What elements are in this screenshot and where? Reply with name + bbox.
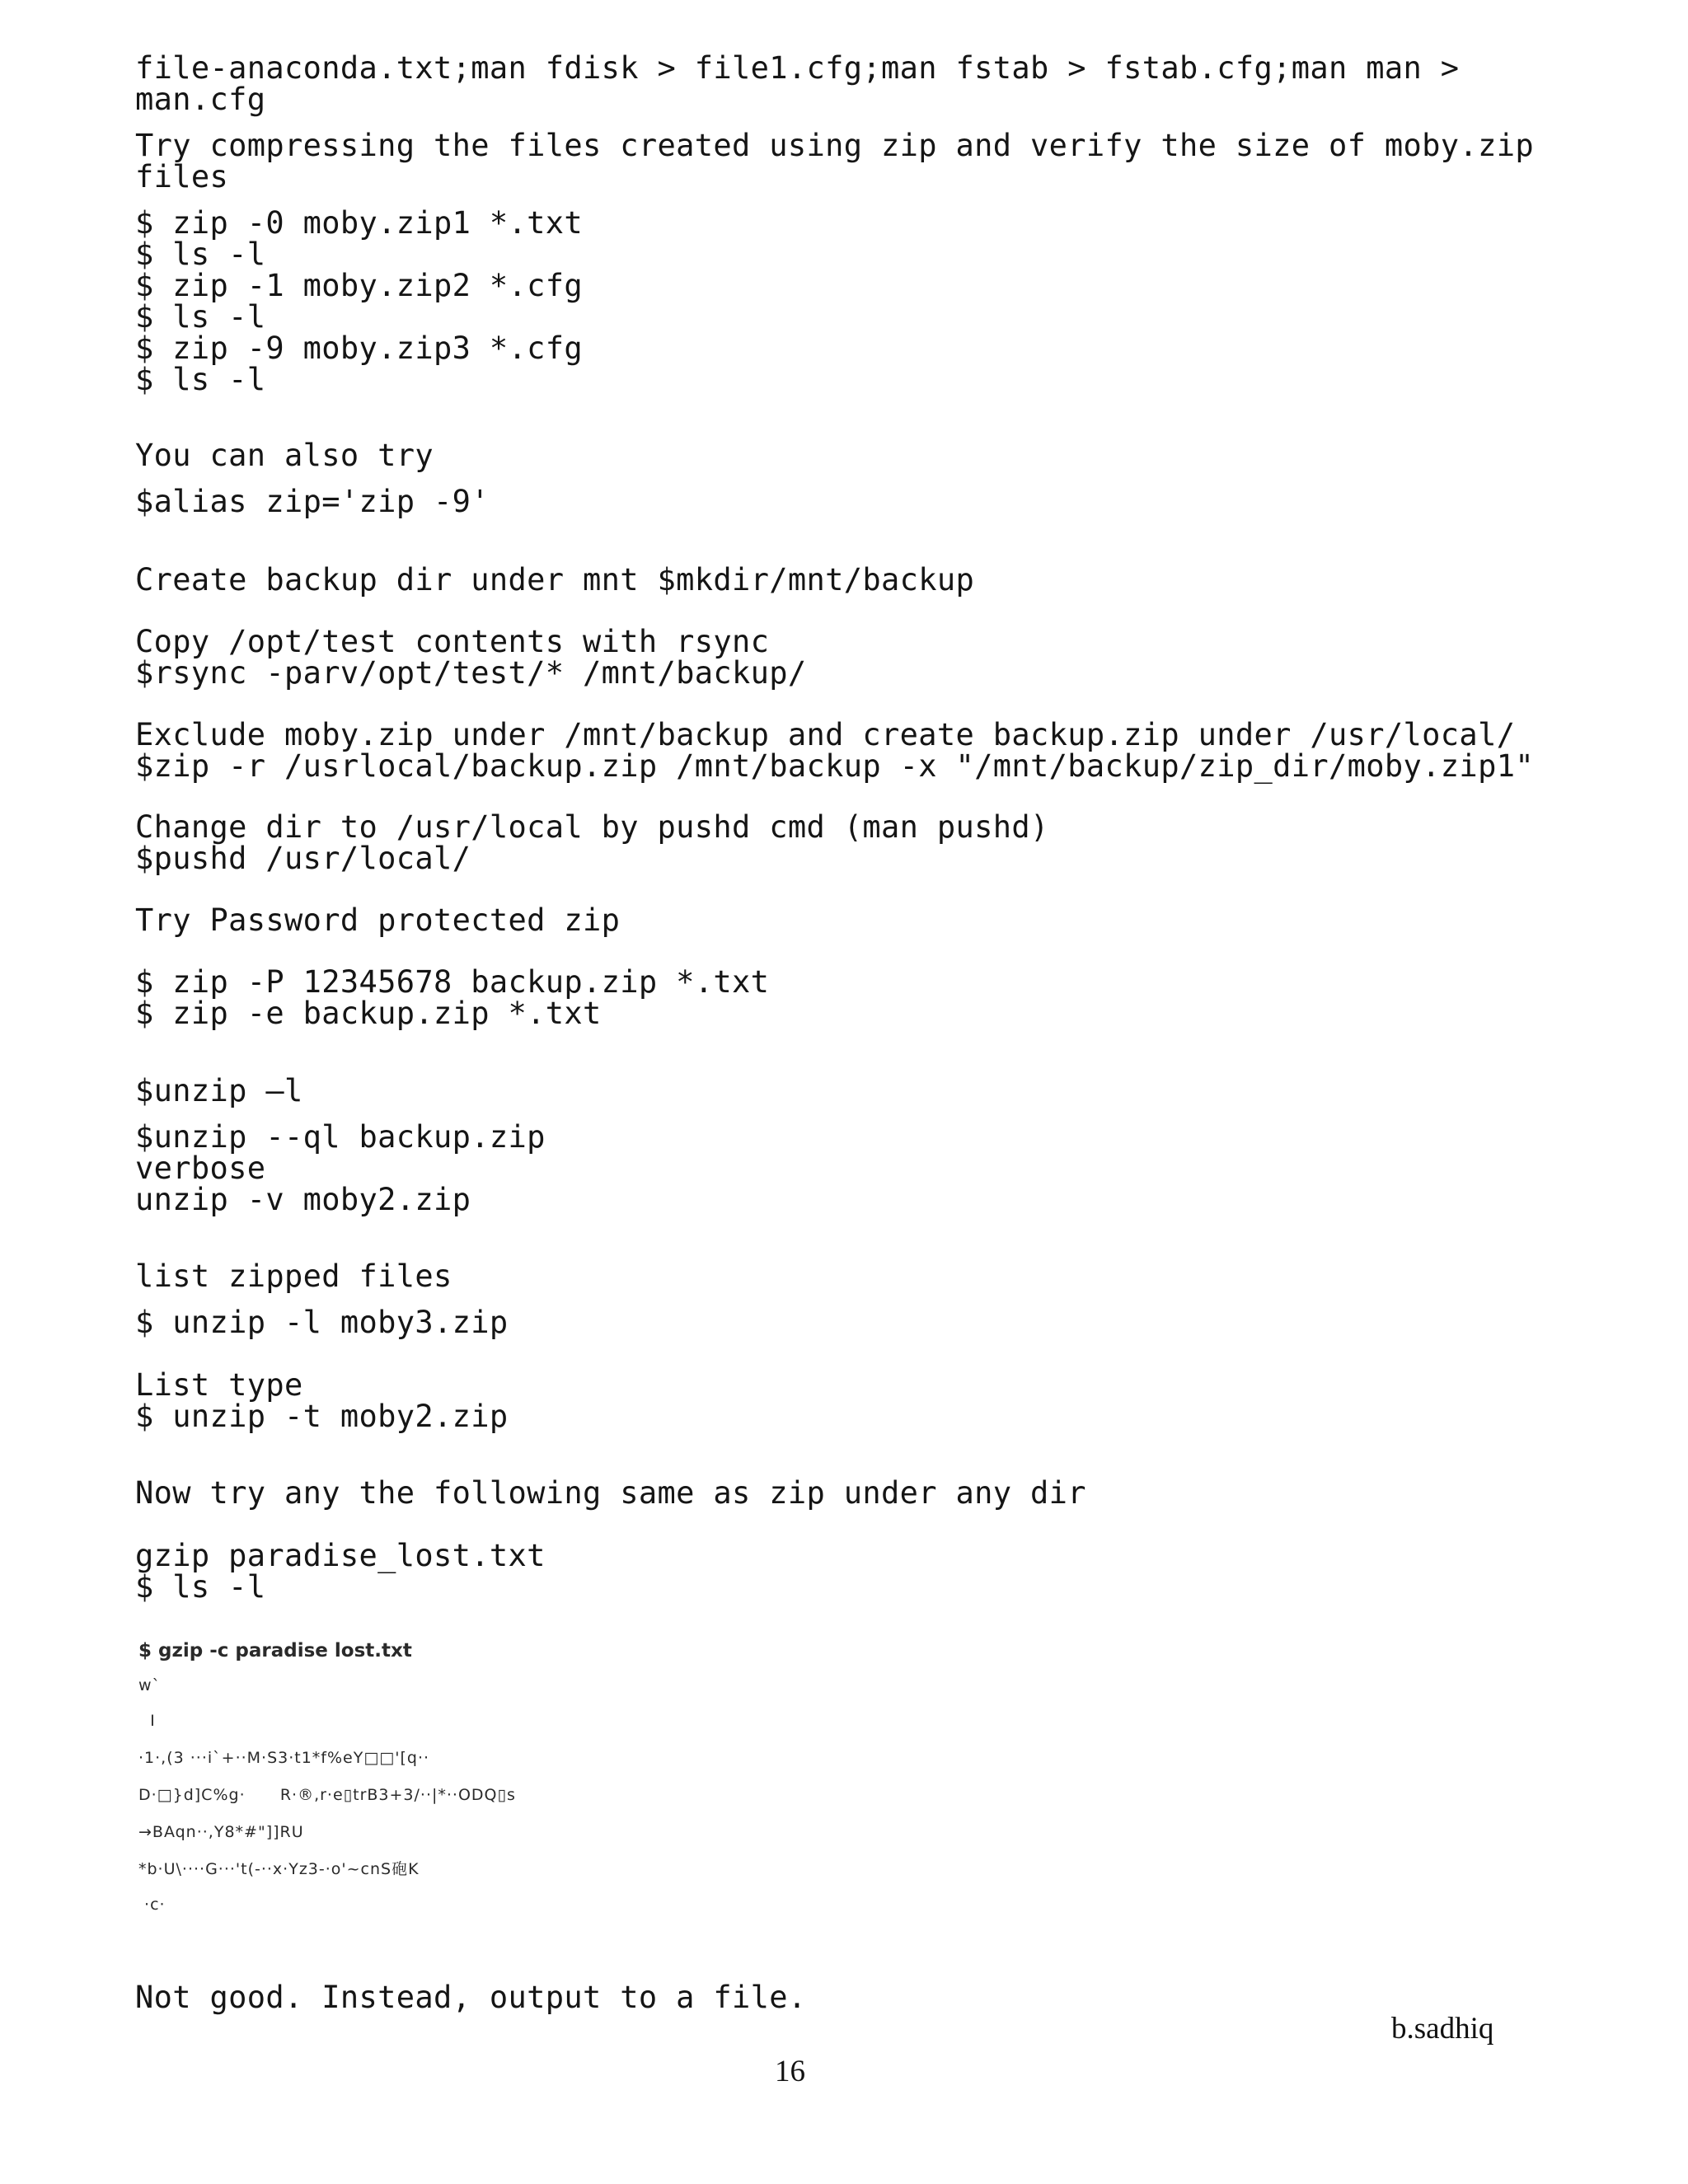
code-gzip: gzip paradise_lost.txt $ ls -l bbox=[135, 1538, 546, 1605]
text-password-zip: Try Password protected zip bbox=[135, 902, 621, 938]
text-also-try: You can also try bbox=[135, 438, 434, 473]
garbled-line: I bbox=[138, 1712, 156, 1730]
text-list-zipped: list zipped files bbox=[135, 1258, 452, 1294]
code-alias: $alias zip='zip -9' bbox=[135, 484, 490, 519]
garbled-line: →BAqn··,Y8*#"]]RU bbox=[138, 1823, 304, 1841]
garbled-line: ·1·,(3 ···i`+··M·S3·t1*f%eY□□'[q·· bbox=[138, 1749, 430, 1767]
code-unzip-verbose: $unzip --ql backup.zip verbose unzip -v moby2.zip bbox=[135, 1119, 546, 1217]
text-exclude: Exclude moby.zip under /mnt/backup and create backup.zip under /usr/local/ $zip -r /usrlocal/backup.zip /mnt/backup -x "/mnt/backup/zip_dir/moby.zip1" bbox=[135, 717, 1534, 784]
text-list-type: List type $ unzip -t moby2.zip bbox=[135, 1367, 509, 1434]
code-zip-commands: $ zip -0 moby.zip1 *.txt $ ls -l $ zip -1 moby.zip2 *.cfg $ ls -l $ zip -9 moby.zip3 *.cfg $ ls -l bbox=[135, 205, 584, 397]
text-rsync: Copy /opt/test contents with rsync $rsync -parv/opt/test/* /mnt/backup/ bbox=[135, 624, 807, 691]
garbled-line: D·□}d]C%g· R·®,r·e▯trB3+3/··|*··ODQ▯s bbox=[138, 1786, 516, 1804]
garbled-line: w` bbox=[138, 1676, 162, 1694]
code-unzip-l: $unzip –l bbox=[135, 1073, 303, 1108]
text-file-commands: file-anaconda.txt;man fdisk > file1.cfg;man fstab > fstab.cfg;man man > man.cfg bbox=[135, 50, 1460, 117]
text-create-backup: Create backup dir under mnt $mkdir/mnt/backup bbox=[135, 562, 975, 598]
garbled-line: *b·U\····G···'t(-··x·Yz3-·o'~cnS砲K bbox=[138, 1860, 420, 1878]
code-unzip-list: $ unzip -l moby3.zip bbox=[135, 1305, 509, 1340]
garbled-line: ·c· bbox=[138, 1896, 166, 1914]
page-number: 16 bbox=[775, 2055, 805, 2088]
text-not-good: Not good. Instead, output to a file. bbox=[135, 1980, 807, 2015]
terminal-command: $ gzip -c paradise lost.txt bbox=[138, 1640, 412, 1661]
text-pushd: Change dir to /usr/local by pushd cmd (man pushd) $pushd /usr/local/ bbox=[135, 809, 1049, 876]
code-password-zip: $ zip -P 12345678 backup.zip *.txt $ zip -e backup.zip *.txt bbox=[135, 964, 770, 1031]
text-try-following: Now try any the following same as zip under any dir bbox=[135, 1475, 1086, 1511]
author-signature: b.sadhiq bbox=[1391, 2012, 1494, 2046]
text-compress-instruction: Try compressing the files created using zip and verify the size of moby.zip files bbox=[135, 128, 1534, 194]
